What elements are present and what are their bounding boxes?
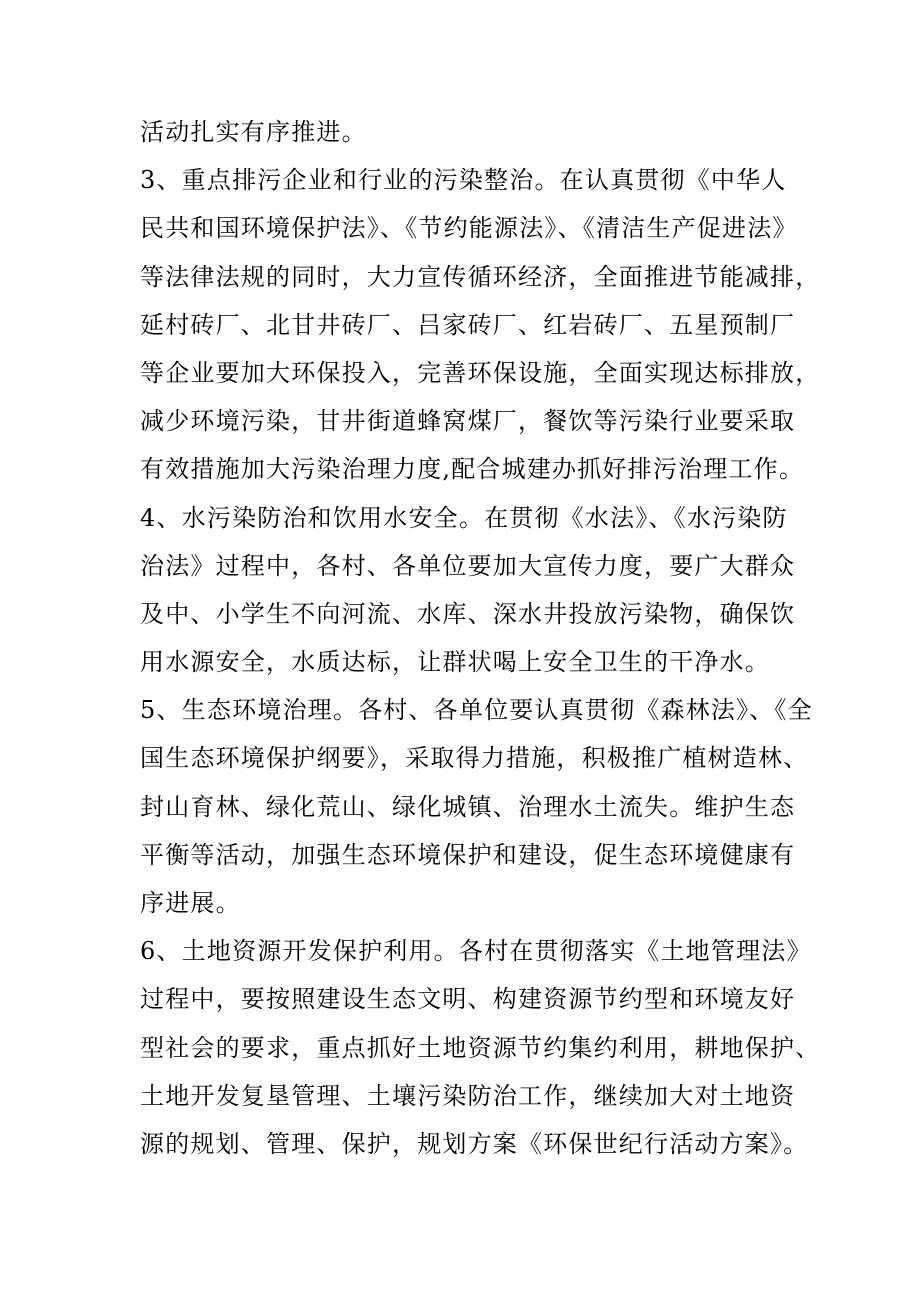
text-line: 延村砖厂、北甘井砖厂、吕家砖厂、红岩砖厂、五星预制厂 (140, 310, 796, 339)
text-line: 及中、小学生不向河流、水库、深水井投放污染物，确保饮 (140, 599, 796, 628)
text-line: 5、生态环境治理。各村、各单位要认真贯彻《森林法》、《全 (140, 696, 813, 725)
text-line: 4、水污染防治和饮用水安全。在贯彻《水法》、《水污染防 (140, 503, 788, 532)
text-line: 平衡等活动，加强生态环境保护和建设，促生态环境健康有 (140, 840, 796, 869)
text-line: 源的规划、管理、保护，规划方案《环保世纪行活动方案》。 (140, 1129, 809, 1158)
text-line: 用水源安全，水质达标，让群状喝上安全卫生的干净水。 (140, 648, 770, 677)
text-line: 封山育林、绿化荒山、绿化城镇、治理水土流失。维护生态 (140, 792, 796, 821)
text-line: 6、土地资源开发保护利用。各村在贯彻落实《土地管理法》 (140, 937, 812, 966)
text-line: 民共和国环境保护法》、《节约能源法》、《清洁生产促进法》 (140, 214, 798, 243)
text-line: 治法》过程中，各村、各单位要加大宣传力度，要广大群众 (140, 551, 796, 580)
text-line: 序进展。 (140, 889, 241, 917)
text-line: 活动扎实有序推进。 (140, 118, 367, 146)
document-body (140, 108, 821, 1168)
text-line: 土地开发复垦管理、土壤污染防治工作，继续加大对土地资 (140, 1081, 796, 1110)
text-line: 过程中，要按照建设生态文明、构建资源节约型和环境友好 (140, 985, 796, 1014)
text-line: 有效措施加大污染治理力度,配合城建办抓好排污治理工作。 (140, 455, 805, 484)
text-line: 3、重点排污企业和行业的污染整治。在认真贯彻《中华人 (140, 166, 787, 195)
text-line: 国生态环境保护纲要》，采取得力措施，积极推广植树造林、 (140, 744, 809, 773)
text-line: 等法律法规的同时，大力宣传循环经济，全面推进节能减排， (140, 262, 821, 291)
text-line: 减少环境污染，甘井街道蜂窝煤厂，餐饮等污染行业要采取 (140, 407, 796, 436)
text-line: 型社会的要求，重点抓好土地资源节约集约利用，耕地保护、 (140, 1033, 821, 1062)
text-line: 等企业要加大环保投入，完善环保设施，全面实现达标排放， (140, 358, 821, 387)
